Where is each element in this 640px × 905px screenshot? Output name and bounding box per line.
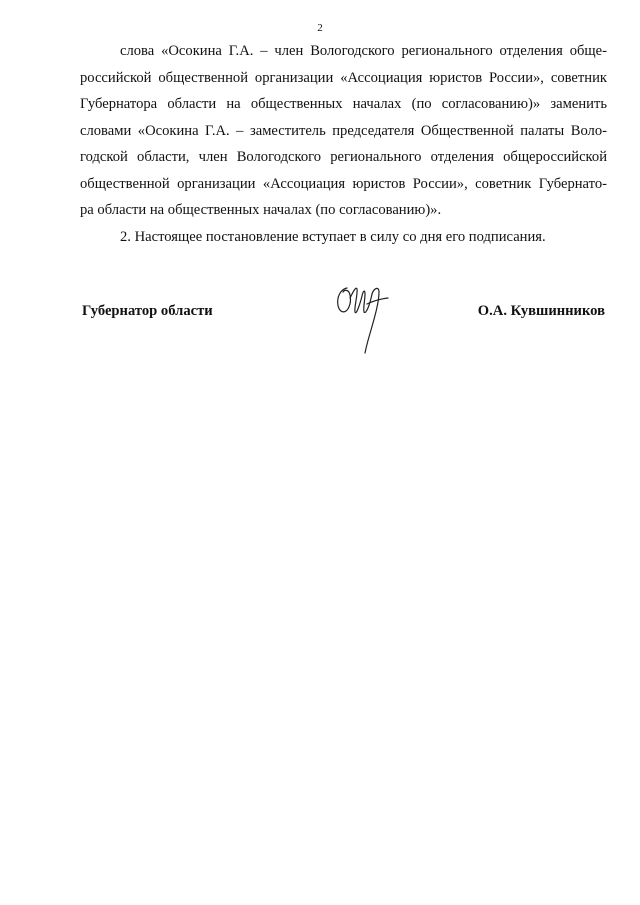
- page-number: 2: [317, 22, 323, 34]
- paragraph-line: ра области на общественных началах (по согласованию)».: [80, 202, 442, 218]
- paragraph-line: словами «Осокина Г.А. – заместитель председателя Общественной палаты Воло-: [80, 122, 607, 139]
- paragraph-line: слова «Осокина Г.А. – член Вологодского регионального отделения обще-: [120, 43, 607, 59]
- handwritten-signature: [333, 280, 395, 358]
- paragraph-line: российской общественной организации «Ассоциация юристов России», советник: [80, 69, 607, 86]
- signatory-name: О.А. Кувшинников: [477, 303, 605, 319]
- paragraph-line: Губернатора области на общественных началах (по согласованию)» заменить: [80, 96, 607, 112]
- signatory-title: Губернатор области: [82, 303, 213, 319]
- paragraph-line: годской области, член Вологодского регионального отделения общероссийской: [80, 149, 607, 165]
- paragraph-effective-date: [80, 224, 607, 251]
- paragraph-amendment: [80, 38, 607, 224]
- document-body: [80, 38, 607, 250]
- paragraph-line: общественной организации «Ассоциация юристов России», советник Губернато-: [80, 175, 607, 192]
- paragraph-line: 2. Настоящее постановление вступает в силу со дня его подписания.: [120, 228, 546, 245]
